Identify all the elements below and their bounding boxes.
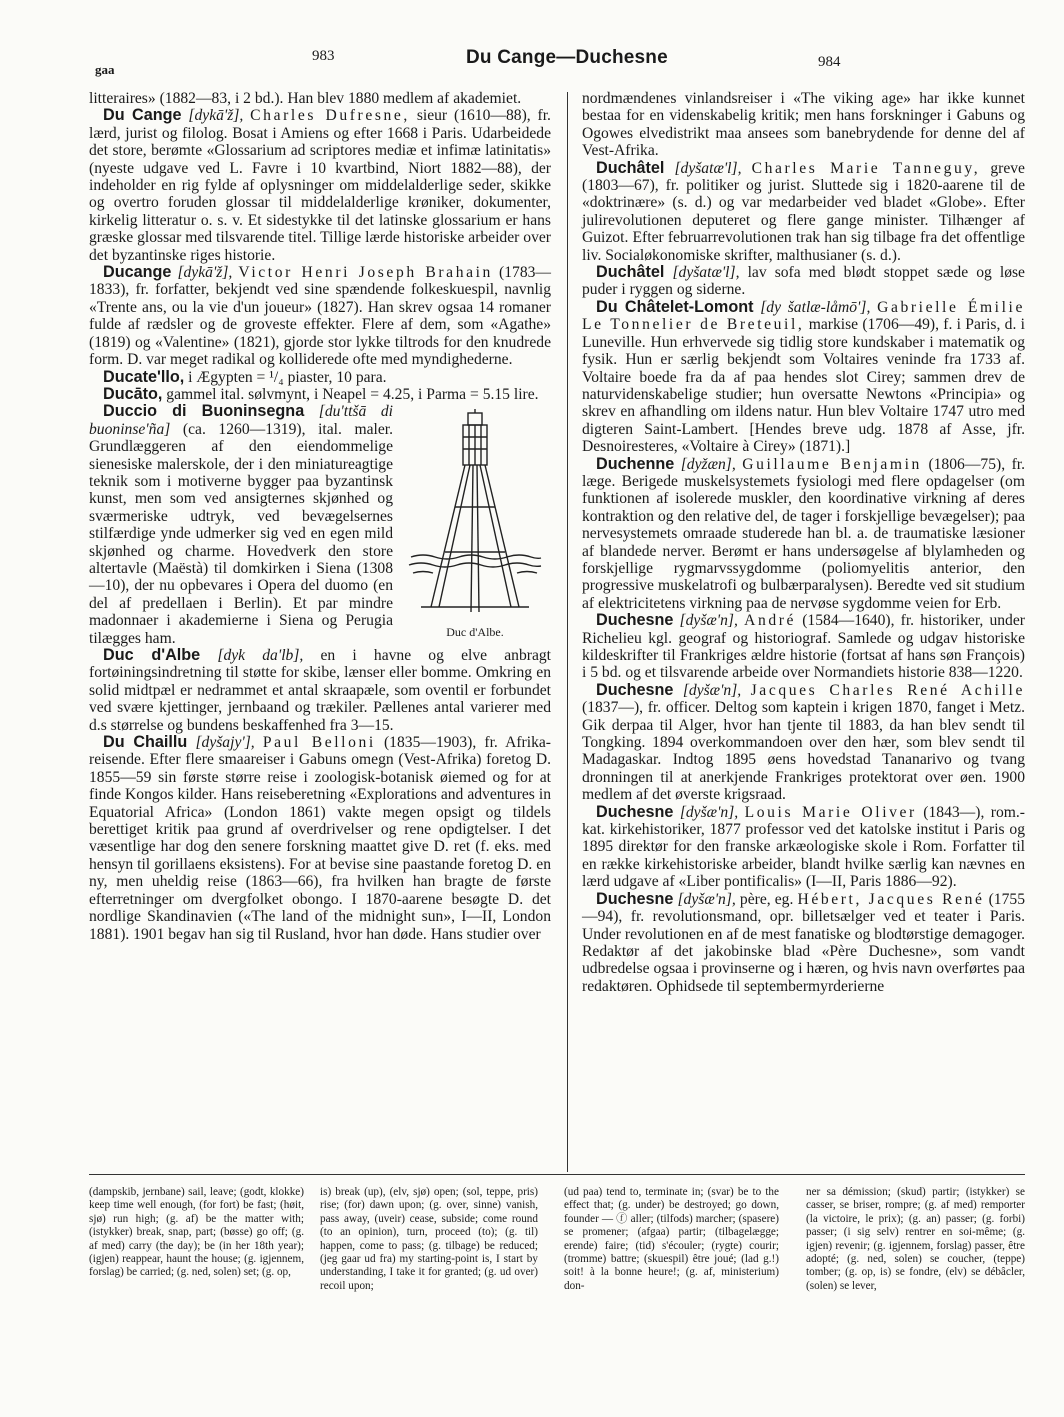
headword: Ducange — [103, 263, 172, 282]
headword: Duchesne — [596, 802, 674, 821]
page-title: Du Cange—Duchesne — [466, 47, 668, 68]
entry-text: sieur (1610—88), fr. lærd, jurist og filolog. Bosat i Amiens og efter 1668 i Paris. Udarbeidede det store, berømte «Glossarium ad scriptores mediæ et infimæ latinitatis» (nyeste udgave ved L. Favre i 10 kvartbind, Niort 1882—88), der indeholder en rig fylde af oplysninger om middelalderlige seder, skikke og overtro foruden glossar til middelalderlige krøniker, dokumenter, kirkelig litteratur o. s. v. Et sidestykke til det latinske glossarium er hans græske glossar med tilsvarende titel. Tillige lærde historiske arbeider over det byzantinske riges historie. — [89, 107, 551, 264]
entry-duchesne-pere — [582, 891, 1025, 995]
pronunciation: [dyšæ'n], — [677, 890, 736, 908]
person-name: Charles Marie Tanneguy, — [751, 159, 981, 177]
person-name: Hébert, Jacques René — [797, 890, 985, 908]
headword: Ducate'llo, — [103, 367, 185, 386]
page-number-right: 984 — [818, 54, 841, 70]
entry-text: greve (1803—67), fr. politiker og jurist. Sluttede sig i 1820-aarene til de «doktrinære» (s. d.) og var medarbeider ved bladet «Globe». Efter julirevolutionen deputeret og flere gange minister. Tilhænger af Guizot. Efter februarrevolutionen trak han sig tilbage fra det offentlige liv. Socialøkonomiske skrifter, malthusianer (s. d.). — [582, 159, 1025, 264]
pronunciation: [dykā'ž], — [177, 264, 233, 282]
person-name: Guillaume Benjamin — [742, 455, 922, 473]
entry-text: markise (1706—49), f. i Paris, d. i Luneville. Hun erhvervede sig tidlig store kundskaber i matematik og fysik. Hun er særlig bekjendt som Voltaires veninde fra 1733 af. Voltaire boede fra da af paa hendes slot Cirey; sammen drev de naturvidenskabelige studier; hun oversatte Newtons «Principia» og skrev en afhandling om ildens natur. Hun blev Voltaire 1747 utro med digteren Saint-Lambert. [Hendes breve udg. 1878 af Asse, jfr. Desnoiresteres, «Voltaire à Cirey» (1871).] — [582, 316, 1025, 456]
entry-du-cange — [89, 107, 551, 264]
pronunciation: [dyšajy'], — [195, 734, 255, 752]
left-column — [89, 90, 551, 943]
pronunciation: [dyšatæ'l], — [672, 264, 740, 282]
headword: Duc d'Albe — [103, 646, 201, 664]
person-name: Charles Dufresne, — [250, 107, 410, 125]
headword: Duchesne — [596, 611, 674, 630]
person-name: Jacques Charles René Achille — [750, 681, 1025, 699]
column-divider — [567, 92, 568, 1172]
entry-text: (1843—), rom.-kat. kirkehistoriker, 1877 professor ved det katolske institut i Paris og 1895 direktør for den franske arkæologiske skole i Rom. Forfatter til en række kirkehistoriske arbeider, blandt hvilke særlig kan nævnes en lærd udgave af «Liber pontificalis» (I—II, Paris 1886—92). — [582, 803, 1025, 891]
entry-ducange — [89, 264, 551, 368]
person-name: Gabrielle Émilie Le Tonnelier de Breteuil, — [582, 298, 1025, 334]
header-catchword: gaa — [95, 62, 115, 77]
entry-duchesne-andre — [582, 612, 1025, 682]
headword: Du Châtelet-Lomont — [596, 297, 754, 316]
headword: Ducāto, — [103, 384, 163, 403]
entry-continuation: nordmændenes vinlandsreiser i «The viking age» har ikke kunnet bestaa for en videnskabelig kritik; men hans forskninger i Gabuns og Ogowes elvedistrikt maa ansees som banebrydende for denne del af Vest-Afrika. — [582, 90, 1025, 160]
duc-dalbe-illustration — [405, 407, 545, 622]
entry-duchesne-jacques — [582, 682, 1025, 804]
pronunciation: [dyžæn], — [680, 455, 736, 473]
pronunciation: [dyšæ'n], — [679, 803, 739, 821]
footnote-column-4: ner sa démission; (skud) partir; (istykker) se casser, se briser, rompre; (g. af med) remporter (la victoire, le prix); (g. an) passer; (g. forbi) passer; (i sig selv) rentrer en soi-même; (g. igjen) revenir; (g. igjennem, forslag) passer, être adopté; (g. ned, solen) se coucher, (teppe) tomber; (g. op, is) se fondre, (elv) se débâcler, (solen) se lever, — [806, 1186, 1025, 1292]
entry-text: (1584—1640), fr. historiker, under Richelieu kgl. geograf og historiograf. Samlede og udgav historiske kildeskrifter til Frankriges ældre historie (fortsat af hans søn François) i 5 bd. og et tilsvarende arbeide over Normandiets historie 838—1220. — [582, 612, 1025, 682]
footnote-column-2: is) break (up), (elv, sjø) open; (sol, teppe, pris) rise; (for) dawn upon; (g. over, sinne) vanish, pass away, (uveir) cease, subside; come round (to an opinion), turn, proceed (to); (g. til) happen, come to pass; (g. tilbage) be reduced; (jeg gaar ud fra) my starting-point is, I start by understanding, I take it for granted; (g. ud over) recoil upon; — [320, 1186, 538, 1292]
duc-dalbe-figure — [399, 407, 551, 641]
headword: Duccio di Buoninsegna — [103, 402, 305, 421]
entry-duchatel-person — [582, 160, 1025, 264]
person-name: Paul Belloni — [262, 734, 376, 752]
footnote-divider — [89, 1174, 1025, 1175]
entry-duchatel-sofa — [582, 264, 1025, 299]
pronunciation: [dyk da'lb], — [217, 647, 304, 664]
pronunciation: [dyšatæ'l], — [674, 159, 742, 177]
pronunciation: [dyšæ'n], — [682, 681, 742, 699]
pronunciation: [dyšæ'n], — [679, 612, 738, 630]
headword: Duchenne — [596, 454, 675, 473]
person-name: Louis Marie Oliver — [744, 803, 917, 821]
pronunciation: [dy šatlæ-låmō'], — [760, 298, 871, 316]
entry-text: (1835—1903), fr. Afrika-reisende. Efter flere smaareiser i Gabuns omegn (Vest-Afrika) foretog D. 1855—59 sin første større reise i zoologisk-botanisk øiemed og for at finde Kongos kilder. Hans reiseberetning «Explorations and adventures in Equatorial Africa» (London 1861) vakte megen opsigt og tildels berettiget kritik paa grund af overdrivelser og rene opdigtelser. I det væsentlige har dog den senere forskning maattet give D. ret (f. eks. med hensyn til gorillaens eksistens). For at bevise sine paastande foretog D. en ny, men uheldig reise (1863—66), fra hvilken han bragte de første efterretninger om dvergfolket obongo. I 1870-aarene besøgte D. det nordlige Skandinavien («The land of the midnight sun», I—II, London 1881). 1901 begav han sig til Rusland, hvor han døde. Hans studier over — [89, 734, 551, 943]
figure-caption: Duc d'Albe. — [446, 625, 504, 640]
entry-du-chaillu — [89, 734, 551, 943]
entry-duchesne-louis — [582, 804, 1025, 891]
headword: Duchesne — [596, 889, 674, 908]
entry-duc-dalbe — [89, 647, 551, 734]
entry-text: lav sofa med blødt stoppet sæde og løse puder i ryggen og siderne. — [582, 264, 1025, 299]
pronunciation: [dykā'ž], — [188, 107, 244, 125]
entry-continuation: litteraires» (1882—83, i 2 bd.). Han blev 1880 medlem af akademiet. — [89, 90, 522, 107]
entry-ducato — [89, 386, 551, 403]
footnote-column-3: (ud paa) tend to, terminate in; (svar) be to the effect that; (g. under) be destroyed; go down, founder — ⓕ aller; (tilfods) marcher; (spasere) se promener; (afgaa) partir; (tilbagelægge; erende) faire; (tid) s'écouler; (rygte) courir; (tromme) battre; (skuespil) être joué; (lad g.!) soit! à la bonne heure!; (g. af, ministerium) don- — [564, 1186, 779, 1292]
entry-ducatello — [89, 369, 551, 386]
right-column — [582, 90, 1025, 995]
entry-duchenne — [582, 456, 1025, 613]
entry-text: i Ægypten = ¹/₄ piaster, 10 para. — [188, 368, 387, 386]
entry-text: (1806—75), fr. læge. Berigede muskelsystemets fysiologi med flere opdagelser (om funktionen af isolerede muskler, den koordinative virkning af deres kontraktion og den relative del, de tager i forskjellige bevægelser); paa nervesystemets omraade studerede han bl. a. de traumatiske læsioner af blandede nerver. Berømt er hans undersøgelse af blylamheden og forskjellige rygmarvssygdomme (poliomyelitis anterior, den progressive muskelatrofi og bulbærparalysen). Beredte ved sit studium af elektricitetens virkning paa de nervøse sygdomme veien for Erb. — [582, 455, 1025, 612]
footnote-column-1: (dampskib, jernbane) sail, leave; (godt, klokke) keep time well enough, (for fort) be fast; (høit, sjø) run high; (g. af) be the matter with; (istykker) break, snap, part; (bøsse) go off; (g. af med) carry (the day); be (in her 18th year); (igjen) reappear, haunt the house; (g. igjennem, forslag) be carried; (g. ned, solen) set; (g. op, — [89, 1186, 304, 1279]
page-number-left: 983 — [312, 48, 335, 64]
headword: Du Cange — [103, 106, 182, 125]
entry-text: (1837—), fr. officer. Deltog som kaptein i krigen 1870, fanget i Metz. Gik derpaa til Alger, hvor han tjente til 1883, da han blev sendt til Tongking. 1894 overkommandoen over den hær, som blev sendt til Madagaskar. Indtog 1895 øens hovedstad Tananarivo og tvang dronningen til at anerkjende Frankriges protektorat over øen. 1900 medlem af det øverste krigsraad. — [582, 699, 1025, 804]
person-name: André — [744, 612, 797, 630]
entry-du-chatelet — [582, 299, 1025, 456]
headword: Duchesne — [596, 680, 674, 699]
entry-text: (ca. 1260—1319), ital. maler. Grundlæggeren af den eiendommelige sienesiske malerskole, der i den miniatureagtige teknik som i motiverne bygger paa byzantinsk kunst, men som ved ansigternes skjønhed og sværmeriske udtryk, ved bevægelsernes stilfærdige ynde udmerker sig ved en egen mild skjønhed og charme. Hovedverk den store altertavle (Maëstà) til domkirken i Siena (1308—10), der nu opbevares i Opera del duomo (en del af predellaen i Berlin). Et par mindre madonnaer i akademierne i Siena og Perugia tilægges ham. — [89, 420, 393, 647]
person-name: Victor Henri Joseph Brahain — [238, 264, 493, 282]
entry-prefix: père, eg. — [739, 890, 794, 908]
pronunciation: [du'ttšā di buoninse'ña] — [89, 403, 393, 438]
headword: Duchâtel — [596, 263, 665, 282]
entry-text: en i havne og elve anbragt fortøiningsindretning til støtte for skibe, lænser eller bomme. Omkring en solid midtpæl er nedrammet et antal skraapæle, som oventil er forbundet ved svære kjettinger, jernbaand og trækiler. Pællenes antal varierer med d.s størrelse og bundens beskaffenhed fra 3—15. — [89, 647, 551, 734]
entry-text: (1755—94), fr. revolutionsmand, opr. billetsælger ved et teater i Paris. Under revolutionen en af de mest fanatiske og blodtørstige demagoger. Redaktør af det jakobinske blad «Père Duchesne», som vandt udbredelse ogsaa i provinserne og i hæren, og hvis navn overførtes paa redaktøren. Ophidsede til septembermyrderierne — [582, 890, 1025, 995]
headword: Du Chaillu — [103, 733, 188, 752]
entry-text: gammel ital. sølvmynt, i Neapel = 4.25, i Parma = 5.15 lire. — [166, 385, 539, 403]
entry-text: (1783—1833), fr. forfatter, bekjendt ved sine spændende folkeskuespil, navnlig «Trente ans, ou la vie d'un joueur» (1827). Han skrev ogsaa 14 romaner fulde af rædsler og de groveste effekter. Flere af dem, som «Agathe» (1819) og «Valentine» (1821), gjorde stor lykke tiltrods for den knudrede form. D. var meget radikal og kolliderede ofte med myndighederne. — [89, 264, 552, 369]
headword: Duchâtel — [596, 158, 665, 177]
